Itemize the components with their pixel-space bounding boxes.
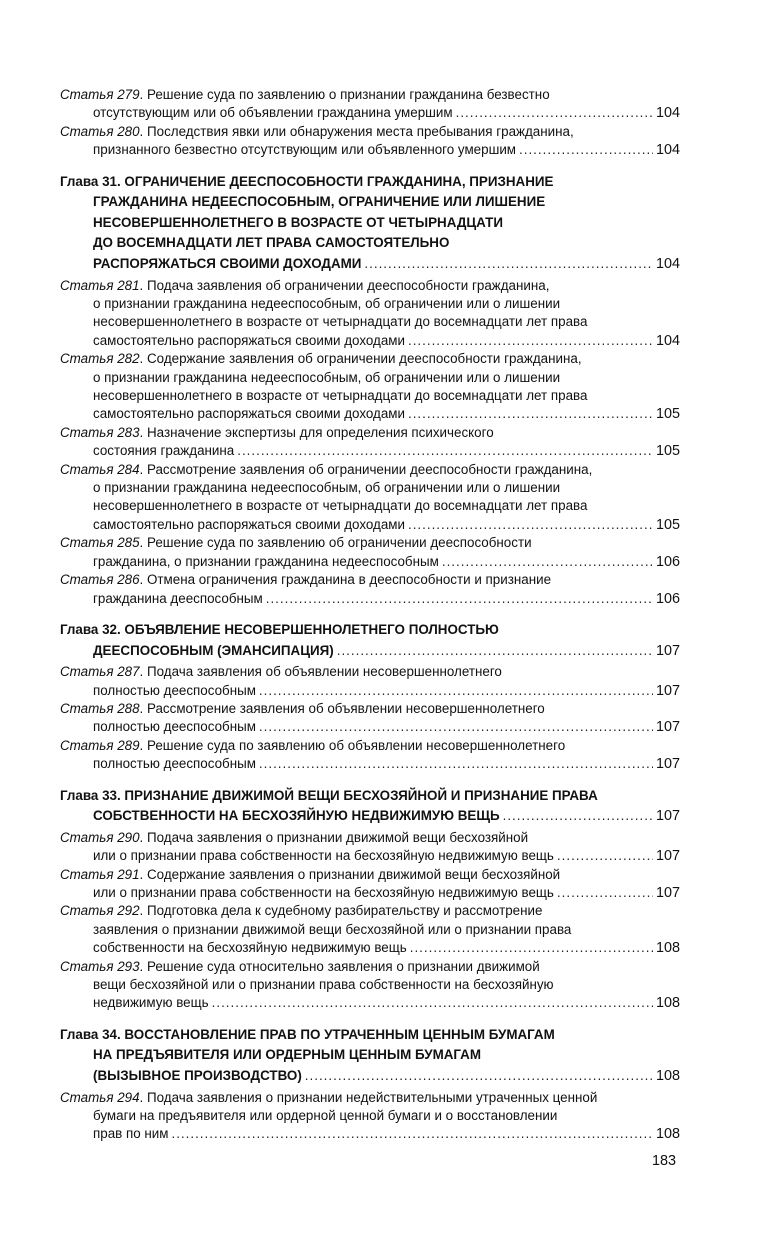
article-title-line: собственности на бесхозяйную недвижимую вещь — [93, 940, 407, 956]
toc-page-ref: 106 — [655, 553, 680, 570]
article-label: Статья 284 — [60, 461, 140, 477]
dot-leader — [259, 682, 653, 700]
toc-page-ref: 104 — [655, 332, 680, 349]
toc-page-ref: 108 — [655, 995, 680, 1012]
article-title: Подача заявления об объявлении несовершеннолетнего — [147, 664, 502, 680]
toc-page-ref: 108 — [655, 1067, 680, 1084]
dot-leader — [408, 405, 653, 423]
toc-article: Статья 285. Решение суда по заявлению об ограничении дееспособности гражданина, о признании гражданина недееспособным ..... 106 — [60, 534, 680, 571]
toc-page-ref: 108 — [655, 1126, 680, 1143]
toc-page-ref: 107 — [655, 808, 680, 825]
chapter-heading-line: НЕСОВЕРШЕННОЛЕТНЕГО В ВОЗРАСТЕ ОТ ЧЕТЫРНАДЦАТИ — [93, 214, 503, 230]
toc-chapter — [60, 172, 680, 275]
dot-leader — [259, 718, 653, 736]
article-title-line: самостоятельно распоряжаться своими доходами — [93, 406, 405, 422]
toc-article: Статья 286. Отмена ограничения гражданина в дееспособности и признание гражданина дееспособным ..... 106 — [60, 571, 680, 608]
toc-page-ref: 104 — [655, 142, 680, 159]
article-label: Статья 281 — [60, 277, 140, 293]
toc-article: Статья 293. Решение суда относительно заявления о признании движимой вещи бесхозяйной или о признании права собственности на бесхозяйную недвижимую вещь ..... 108 — [60, 958, 680, 1013]
toc-chapter — [60, 1025, 680, 1087]
article-title: Решение суда по заявлению о признании гражданина безвестно — [147, 87, 550, 102]
toc-article: Статья 280. Последствия явки или обнаружения места пребывания гражданина, признанного безвестно отсутствующим или объявленного умершим ..... 104 — [60, 123, 680, 160]
article-title-line: о признании гражданина недееспособным, об ограничении или о лишении — [93, 296, 561, 311]
toc-page-ref: 106 — [655, 590, 680, 607]
toc-page-ref: 105 — [655, 406, 680, 423]
article-title-line: или о признании права собственности на бесхозяйную недвижимую вещь — [93, 884, 554, 900]
chapter-heading-line: ГРАЖДАНИНА НЕДЕЕСПОСОБНЫМ, ОГРАНИЧЕНИЕ ИЛИ ЛИШЕНИЕ — [93, 194, 546, 210]
article-label: Статья 289 — [60, 737, 140, 753]
article-title-line: несовершеннолетнего в возрасте от четырнадцати до восемнадцати лет права — [93, 314, 588, 330]
article-title: Последствия явки или обнаружения места пребывания гражданина, — [147, 123, 574, 139]
article-title-line: несовершеннолетнего в возрасте от четырнадцати до восемнадцати лет права — [93, 388, 588, 404]
toc-page-ref: 107 — [655, 642, 680, 659]
toc-chapter — [60, 620, 680, 661]
toc-chapter — [60, 786, 680, 827]
article-label: Статья 290 — [60, 829, 140, 845]
article-label: Статья 287 — [60, 664, 140, 680]
toc-article: Статья 287. Подача заявления об объявлении несовершеннолетнего полностью дееспособным ..... 107 — [60, 663, 680, 700]
article-title: Содержание заявления об ограничении дееспособности гражданина, — [147, 351, 582, 367]
toc-page-ref: 108 — [655, 940, 680, 957]
dot-leader — [259, 755, 653, 773]
article-title-line: или о признании права собственности на бесхозяйную недвижимую вещь — [93, 848, 554, 864]
dot-leader — [456, 104, 653, 122]
toc-article: Статья 288. Рассмотрение заявления об объявлении несовершеннолетнего полностью дееспособным ..... 107 — [60, 700, 680, 737]
toc-page-ref: 107 — [655, 884, 680, 901]
article-title: Рассмотрение заявления об ограничении дееспособности гражданина, — [147, 461, 593, 477]
article-title: Отмена ограничения гражданина в дееспособности и признание — [147, 572, 552, 588]
dot-leader — [410, 939, 653, 957]
article-title-line: недвижимую вещь — [93, 995, 209, 1011]
toc-page-ref: 105 — [655, 516, 680, 533]
dot-leader — [408, 332, 653, 350]
page-number: 183 — [652, 1153, 677, 1169]
chapter-heading-line: РАСПОРЯЖАТЬСЯ СВОИМИ ДОХОДАМИ — [93, 256, 362, 271]
article-title-line: гражданина дееспособным — [93, 590, 263, 606]
article-label: Статья 292 — [60, 903, 140, 919]
toc-article: Статья 292. Подготовка дела к судебному разбирательству и рассмотрение заявления о признании движимой вещи бесхозяйной или о признании права собственности на бесхозяйную недвижимую вещь ..... 108 — [60, 902, 680, 957]
article-title: Назначение экспертизы для определения психического — [147, 424, 494, 440]
dot-leader — [557, 884, 653, 902]
toc-page-ref: 107 — [655, 756, 680, 773]
article-title: Решение суда по заявлению об объявлении несовершеннолетнего — [147, 737, 566, 753]
article-label: Статья 291 — [60, 866, 140, 882]
article-title-line: несовершеннолетнего в возрасте от четырнадцати до восемнадцати лет права — [93, 498, 588, 514]
toc-article: Статья 294. Подача заявления о признании недействительными утраченных ценной бумаги на предъявителя или ордерной ценной бумаги и о восстановлении прав по ним ..... 108 — [60, 1089, 680, 1144]
article-title-line: о признании гражданина недееспособным, об ограничении или о лишении — [93, 480, 561, 496]
toc-article: Статья 290. Подача заявления о признании движимой вещи бесхозяйной или о признании права собственности на бесхозяйную недвижимую вещь ..... 107 — [60, 829, 680, 866]
article-label: Статья 283 — [60, 424, 140, 440]
chapter-heading: Глава 31. ОГРАНИЧЕНИЕ ДЕЕСПОСОБНОСТИ ГРАЖДАНИНА, ПРИЗНАНИЕ — [60, 173, 554, 189]
article-title: Подача заявления об ограничении дееспособности гражданина, — [147, 277, 550, 293]
toc-page-ref: 104 — [655, 105, 680, 122]
toc-article: Статья 291. Содержание заявления о признании движимой вещи бесхозяйной или о признании права собственности на бесхозяйную недвижимую вещь ..... 107 — [60, 866, 680, 903]
article-title-line: вещи бесхозяйной или о признании права собственности на бесхозяйную — [93, 976, 554, 992]
dot-leader — [266, 590, 653, 608]
article-title-line: заявления о признании движимой вещи бесхозяйной или о признании права — [93, 921, 572, 937]
article-title-line: состояния гражданина — [93, 443, 235, 459]
article-title-line: отсутствующим или об объявлении гражданина умершим — [93, 105, 453, 121]
dot-leader — [364, 254, 653, 275]
article-title: Решение суда по заявлению об ограничении дееспособности — [147, 535, 532, 551]
dot-leader — [171, 1125, 653, 1143]
toc-article: Статья 282. Содержание заявления об ограничении дееспособности гражданина, о признании гражданина недееспособным, об ограничении или о лишении несовершеннолетнего в возрасте от четырнадцати до восемнадцати лет права самостоятельно распоряжаться своими доходами ..... 105 — [60, 350, 680, 424]
article-title: Подача заявления о признании движимой вещи бесхозяйной — [147, 829, 529, 845]
article-title-line: полностью дееспособным — [93, 682, 256, 698]
toc-page-ref: 107 — [655, 682, 680, 699]
article-title-line: полностью дееспособным — [93, 719, 256, 735]
dot-leader — [557, 847, 653, 865]
toc-article: Статья 283. Назначение экспертизы для определения психического состояния гражданина ..... 105 — [60, 424, 680, 461]
article-label: Статья 293 — [60, 958, 140, 974]
chapter-heading: Глава 32. ОБЪЯВЛЕНИЕ НЕСОВЕРШЕННОЛЕТНЕГО ПОЛНОСТЬЮ — [60, 621, 499, 637]
article-label: Статья 285 — [60, 535, 140, 551]
article-title-line: о признании гражданина недееспособным, об ограничении или о лишении — [93, 369, 561, 385]
article-title: Рассмотрение заявления об объявлении несовершеннолетнего — [147, 700, 545, 716]
toc-page-ref: 107 — [655, 848, 680, 865]
toc-article: Статья 289. Решение суда по заявлению об объявлении несовершеннолетнего полностью дееспособным ..... 107 — [60, 737, 680, 774]
article-title-line: гражданина, о признании гражданина недееспособным — [93, 553, 439, 569]
dot-leader — [503, 806, 653, 827]
dot-leader — [337, 641, 653, 662]
toc-page-ref: 104 — [655, 256, 680, 272]
toc-page-ref: 105 — [655, 443, 680, 460]
article-title-line: признанного безвестно отсутствующим или объявленного умершим — [93, 142, 517, 158]
chapter-heading: Глава 34. ВОССТАНОВЛЕНИЕ ПРАВ ПО УТРАЧЕННЫМ ЦЕННЫМ БУМАГАМ — [60, 1026, 555, 1042]
article-title: Содержание заявления о признании движимой вещи бесхозяйной — [147, 866, 561, 882]
article-title-line: бумаги на предъявителя или ордерной ценной бумаги и о восстановлении — [93, 1107, 558, 1123]
article-title-line: прав по ним — [93, 1126, 169, 1142]
article-title-line: самостоятельно распоряжаться своими доходами — [93, 332, 405, 348]
dot-leader — [212, 994, 653, 1012]
article-title-line: полностью дееспособным — [93, 756, 256, 772]
dot-leader — [519, 141, 653, 159]
article-title: Подготовка дела к судебному разбирательству и рассмотрение — [147, 903, 543, 919]
chapter-heading-line: (ВЫЗЫВНОЕ ПРОИЗВОДСТВО) — [93, 1067, 302, 1083]
dot-leader — [442, 553, 653, 571]
toc-page-ref: 107 — [655, 719, 680, 736]
chapter-heading: Глава 33. ПРИЗНАНИЕ ДВИЖИМОЙ ВЕЩИ БЕСХОЗЯЙНОЙ И ПРИЗНАНИЕ ПРАВА — [60, 787, 598, 803]
article-title-line: самостоятельно распоряжаться своими доходами — [93, 516, 405, 532]
article-title: Подача заявления о признании недействительными утраченных ценной — [147, 1089, 598, 1105]
article-label: Статья 279 — [60, 87, 140, 102]
table-of-contents — [60, 86, 680, 1144]
dot-leader — [305, 1066, 653, 1087]
article-label: Статья 282 — [60, 351, 140, 367]
toc-article: Статья 281. Подача заявления об ограничении дееспособности гражданина, о признании гражданина недееспособным, об ограничении или о лишении несовершеннолетнего в возрасте от четырнадцати до восемнадцати лет права самостоятельно распоряжаться своими доходами ..... 104 — [60, 277, 680, 351]
article-title: Решение суда относительно заявления о признании движимой — [147, 958, 540, 974]
article-label: Статья 286 — [60, 572, 140, 588]
chapter-heading-line: ДО ВОСЕМНАДЦАТИ ЛЕТ ПРАВА САМОСТОЯТЕЛЬНО — [93, 235, 450, 251]
dot-leader — [408, 516, 653, 534]
article-label: Статья 280 — [60, 123, 140, 139]
chapter-heading-line: СОБСТВЕННОСТИ НА БЕСХОЗЯЙНУЮ НЕДВИЖИМУЮ ВЕЩЬ — [93, 808, 500, 824]
toc-article: Статья 279. Решение суда по заявлению о признании гражданина безвестно отсутствующим или об объявлении гражданина умершим ..... 104 — [60, 86, 680, 123]
chapter-heading-line: ДЕЕСПОСОБНЫМ (ЭМАНСИПАЦИЯ) — [93, 642, 334, 658]
dot-leader — [237, 442, 653, 460]
article-label: Статья 294 — [60, 1089, 140, 1105]
toc-article: Статья 284. Рассмотрение заявления об ограничении дееспособности гражданина, о признании гражданина недееспособным, об ограничении или о лишении несовершеннолетнего в возрасте от четырнадцати до восемнадцати лет права самостоятельно распоряжаться своими доходами ..... 105 — [60, 461, 680, 535]
chapter-heading-line: НА ПРЕДЪЯВИТЕЛЯ ИЛИ ОРДЕРНЫМ ЦЕННЫМ БУМАГАМ — [93, 1047, 481, 1063]
article-label: Статья 288 — [60, 700, 140, 716]
